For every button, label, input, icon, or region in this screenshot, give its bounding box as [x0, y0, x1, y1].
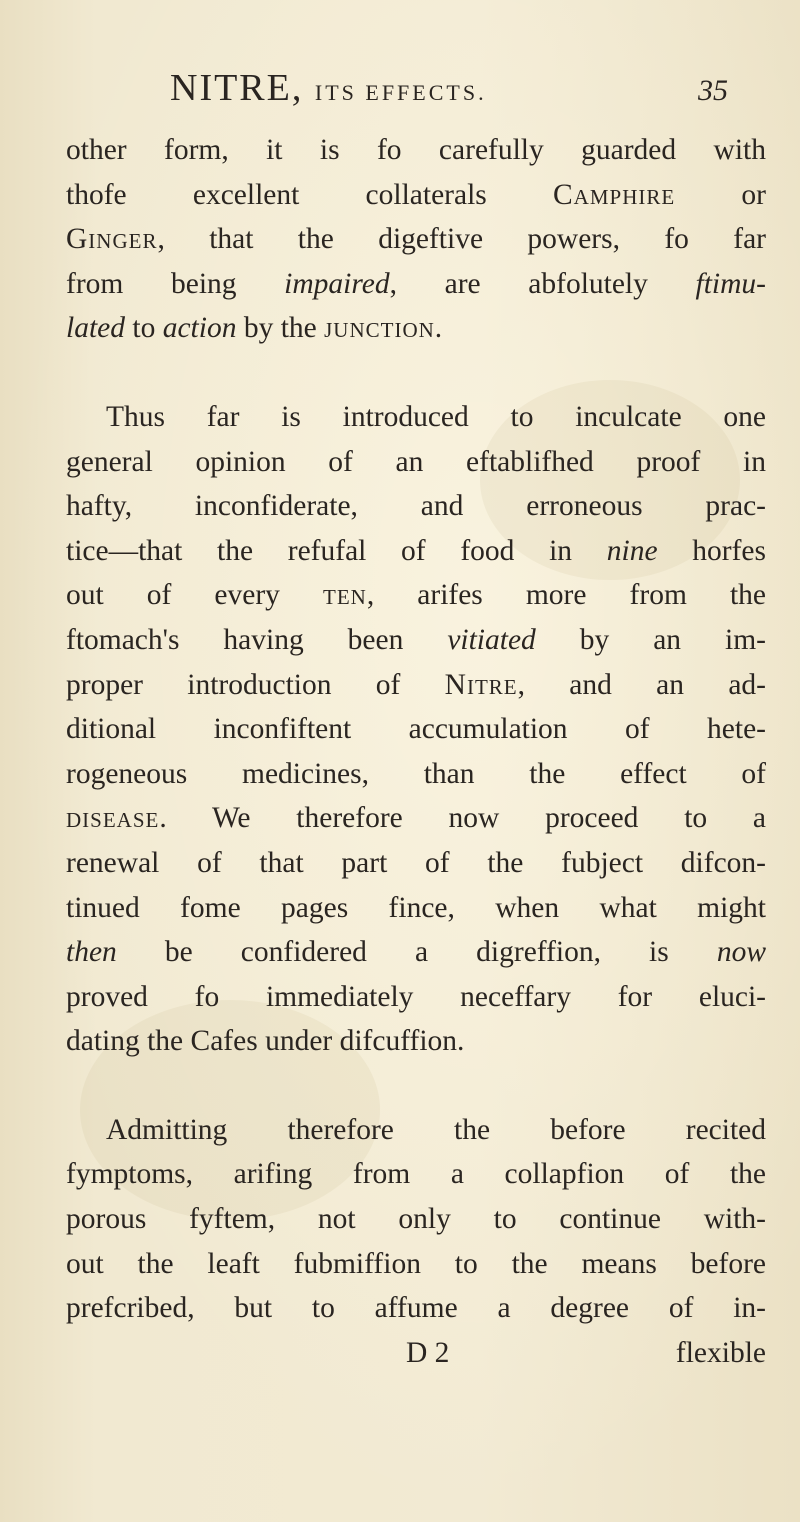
text-line	[66, 1108, 766, 1153]
text-line	[66, 1152, 766, 1197]
paragraph	[66, 128, 766, 351]
page-number: 35	[698, 74, 728, 107]
text-run: .	[434, 312, 443, 345]
text-line	[66, 663, 766, 708]
text-run: ditional inconfiftent accumulation of hete-	[66, 713, 766, 746]
text-run: fymptoms, arifing from a collapfion of the	[66, 1158, 766, 1191]
text-line	[66, 173, 766, 218]
text-run: out the leaft fubmiffion to the means before	[66, 1247, 766, 1280]
text-line	[66, 930, 766, 975]
small-caps-run: ten	[323, 579, 367, 612]
text-run: hafty, inconfiderate, and erroneous prac-	[66, 490, 766, 523]
text-line	[66, 841, 766, 886]
text-run: out of every	[66, 579, 323, 612]
text-run: proper introduction of	[66, 668, 445, 701]
text-line	[66, 1286, 766, 1331]
text-line	[66, 395, 766, 440]
italic-run: then	[66, 936, 117, 969]
text-line	[66, 1197, 766, 1242]
text-run: by an im-	[535, 623, 766, 656]
text-run: or	[675, 178, 766, 211]
text-run: be confidered a digreffion, is	[116, 936, 717, 969]
italic-run: vitiated	[447, 623, 536, 656]
catchword: flexible	[675, 1336, 766, 1369]
text-line	[66, 707, 766, 752]
small-caps-run: Nitre	[444, 668, 518, 701]
text-run: . We therefore now proceed to a	[159, 802, 766, 835]
text-run: ftomach's having been	[66, 623, 448, 656]
text-run: proved fo immediately neceffary for eluci-	[66, 980, 766, 1013]
text-run: other form, it is fo carefully guarded with	[66, 134, 766, 166]
text-run: , that the digeftive powers, fo far	[157, 223, 766, 256]
text-line	[66, 440, 766, 485]
text-run: tice—that the refufal of food in	[66, 534, 607, 567]
text-line	[66, 975, 766, 1020]
text-line	[66, 128, 766, 173]
text-run: by the	[236, 312, 325, 345]
text-run: , are abfolutely	[389, 267, 696, 300]
paragraph	[66, 395, 766, 1064]
running-head-subtitle: ITS EFFECTS.	[314, 80, 487, 105]
running-head-title: NITRE,	[170, 67, 304, 109]
italic-run: nine	[606, 534, 658, 567]
text-run: general opinion of an eftablifhed proof in	[66, 445, 766, 478]
small-caps-run: junction	[324, 312, 435, 345]
signature-mark: D 2	[406, 1336, 450, 1369]
text-run: from being	[66, 267, 285, 300]
text-line	[66, 217, 766, 262]
text-line	[66, 886, 766, 931]
italic-run: ftimu-	[695, 267, 766, 300]
text-run: thofe excellent collaterals	[66, 178, 553, 211]
text-run: rogeneous medicines, than the effect of	[66, 757, 766, 790]
italic-run: action	[162, 312, 237, 345]
small-caps-run: Ginger	[66, 223, 158, 256]
small-caps-run: disease	[66, 802, 160, 835]
text-run: prefcribed, but to affume a degree of in-	[66, 1292, 766, 1325]
text-run: , arifes more from the	[366, 579, 766, 612]
running-head	[170, 66, 487, 110]
text-run: renewal of that part of the fubject difcon-	[66, 846, 766, 879]
italic-run: now	[716, 936, 766, 969]
text-run: porous fyftem, not only to continue with-	[66, 1203, 766, 1236]
text-line	[66, 529, 766, 574]
text-line	[66, 1242, 766, 1287]
text-run: to	[125, 312, 163, 345]
text-run: Admitting therefore the before recited	[106, 1113, 766, 1146]
page-footer	[66, 1331, 766, 1376]
body-text	[66, 128, 766, 1375]
italic-run: lated	[66, 312, 125, 345]
text-run: Thus far is introduced to inculcate one	[106, 400, 766, 433]
text-run: tinued fome pages fince, when what might	[66, 891, 766, 924]
text-line	[66, 484, 766, 529]
italic-run: impaired	[284, 267, 390, 300]
text-line	[66, 1019, 766, 1064]
page-header	[170, 66, 730, 116]
text-line	[66, 306, 766, 351]
text-line	[66, 618, 766, 663]
small-caps-run: Camphire	[553, 178, 676, 211]
paragraph-gap	[66, 1064, 766, 1108]
paragraph-gap	[66, 351, 766, 395]
text-run: dating the Cafes under difcuffion.	[66, 1025, 465, 1058]
text-line	[66, 796, 766, 841]
text-run: , and an ad-	[517, 668, 766, 701]
text-line	[66, 262, 766, 307]
text-run: horfes	[657, 534, 766, 567]
paragraph	[66, 1108, 766, 1331]
text-line	[66, 573, 766, 618]
text-line	[66, 752, 766, 797]
